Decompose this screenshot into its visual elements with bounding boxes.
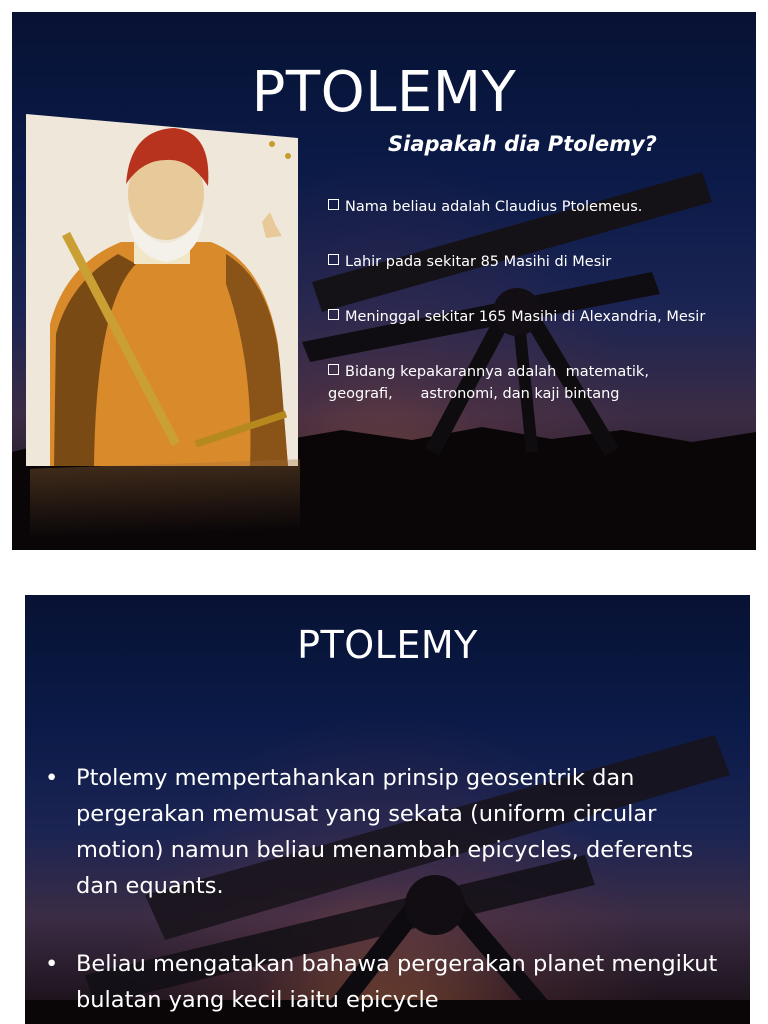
slide-2-title: PTOLEMY (297, 623, 478, 667)
bullet-dot-icon: • (45, 951, 59, 977)
fact-item: Bidang kepakarannya adalah matematik, geografi, astronomi, dan kaji bintang (328, 364, 649, 402)
slide-1-subtitle: Siapakah dia Ptolemy? (388, 132, 657, 156)
bullet-list (45, 760, 735, 1024)
bullet-item: • Beliau mengatakan bahawa pergerakan planet mengikut bulatan yang kecil iaitu epicycle (45, 946, 735, 1018)
checkbox-bullet-icon (328, 309, 339, 320)
fact-item: Lahir pada sekitar 85 Masihi di Mesir (328, 251, 748, 273)
bullet-dot-icon: • (45, 765, 59, 791)
ptolemy-portrait (26, 114, 298, 466)
portrait-reflection (30, 459, 300, 538)
checkbox-bullet-icon (328, 199, 339, 210)
fact-item: Nama beliau adalah Claudius Ptolemeus. (328, 196, 748, 218)
slide-1-title: PTOLEMY (251, 60, 517, 125)
facts-list (328, 196, 748, 438)
slide-2 (25, 595, 750, 1024)
bullet-item: • Ptolemy mempertahankan prinsip geosentrik dan pergerakan memusat yang sekata (uniform circular motion) namun beliau menambah epicycles, deferents dan equants. (45, 760, 735, 904)
checkbox-bullet-icon (328, 364, 339, 375)
checkbox-bullet-icon (328, 254, 339, 265)
slide-1 (12, 12, 756, 550)
fact-item: Meninggal sekitar 165 Masihi di Alexandria, Mesir (328, 306, 748, 328)
